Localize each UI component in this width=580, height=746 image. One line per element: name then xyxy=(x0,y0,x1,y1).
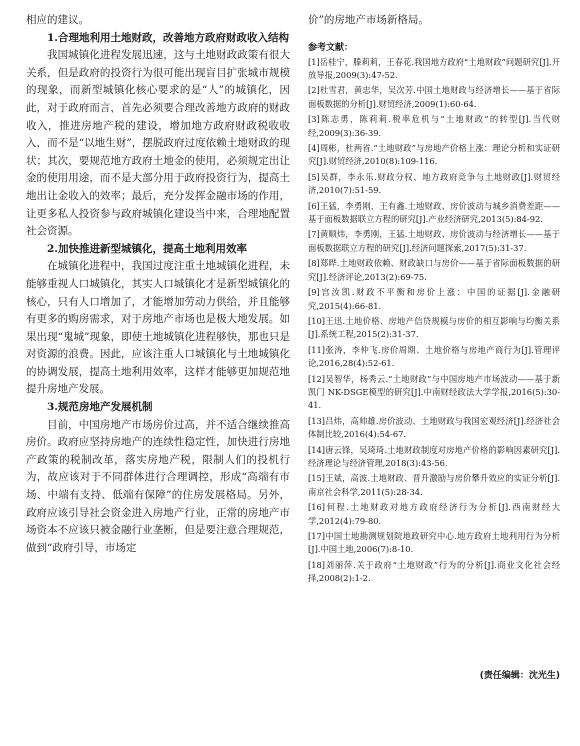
reference-text: 王斌，高波.土地财政、晋升激励与房价攀升效应的实证分析[J].南京社会科学,2011(5):28-34. xyxy=(308,473,560,497)
reference-text: 吴群，李永乐.财政分权、地方政府竞争与土地财政[J].财贸经济,2010(7):51-59. xyxy=(308,171,560,196)
reference-item xyxy=(308,373,560,413)
reference-number: [13] xyxy=(308,415,326,426)
left-column xyxy=(26,12,290,557)
reference-number: [10] xyxy=(308,315,326,326)
section-heading: 3.规范房地产发展机制 xyxy=(47,401,153,414)
reference-number: [8] xyxy=(308,258,320,269)
reference-item xyxy=(308,200,560,227)
reference-number: [9] xyxy=(308,287,320,298)
reference-number: [1] xyxy=(308,56,320,67)
reference-item xyxy=(308,286,560,313)
reference-item xyxy=(308,56,560,83)
reference-text: 吕炜，高帅雄.房价波动、土地财政与我国宏观经济[J].经济社会体制比较,2016(4):54-67. xyxy=(308,415,560,440)
reference-number: [6] xyxy=(308,200,320,211)
reference-text: 宫汝凯.财政不平衡和房价上涨：中国的证据[J].金融研究,2015(4):66-81. xyxy=(308,287,560,311)
reference-number: [11] xyxy=(308,344,326,355)
reference-text: 中国土地勘测规划院地政研究中心.地方政府土地利用行为分析[J].中国土地,2006(7):8-10. xyxy=(308,531,560,555)
reference-item xyxy=(308,84,560,111)
reference-number: [18] xyxy=(308,559,326,570)
reference-item xyxy=(308,472,560,499)
continuation-text: 价”的房地产市场新格局。 xyxy=(308,14,429,26)
reference-text: 王猛，李勇刚，王有鑫.土地财政、房价波动与城乡消费差距——基于面板数据联立方程的研究[J].产业经济研究,2013(5):84-92. xyxy=(308,200,560,225)
reference-text: 吴智华，杨秀云.“土地财政”与中国房地产市场波动——基于新凯门 NK-DSGE模型的研究[J].中南财经政法大学学报,2016(5):30-41. xyxy=(308,373,560,411)
reference-item xyxy=(308,228,560,255)
reference-text: 王迅.土地价格、房地产信贷规模与房价的相互影响与均衡关系[J].系统工程,2015(2):31-37. xyxy=(308,315,560,340)
reference-item xyxy=(308,559,560,586)
body-paragraph: 相应的建议。 xyxy=(26,14,89,26)
reference-number: [17] xyxy=(308,531,326,541)
reference-text: 郑晔.土地财政依赖、财政缺口与房价——基于省际面板数据的研究[J].经济评论,2013(2):69-75. xyxy=(308,258,560,282)
reference-text: 何程.土地财政对地方政府经济行为分析[J].西南财经大学,2012(4):79-80. xyxy=(308,502,560,526)
right-column xyxy=(308,12,560,588)
reference-item xyxy=(308,344,560,371)
reference-number: [3] xyxy=(308,114,320,125)
references-title: 参考文献： xyxy=(308,42,354,53)
reference-item xyxy=(308,530,560,557)
reference-item xyxy=(308,415,560,442)
reference-item xyxy=(308,444,560,471)
reference-number: [7] xyxy=(308,229,320,240)
reference-text: 杜雪君，黄忠华，吴次芳.中国土地财政与经济增长——基于省际面板数据的分析[J].财贸经济,2009(1):60-64. xyxy=(308,85,560,109)
reference-text: 黄顺炜，李勇刚，王猛.土地财政、房价波动与经济增长——基于面板数据联立方程的研究[J].经济问题探索,2017(5):31-37. xyxy=(308,229,560,253)
reference-item xyxy=(308,501,560,528)
reference-number: [12] xyxy=(308,373,326,384)
reference-text: 张涛，李仲飞.房价周期、土地价格与房地产商行为[J].管理评论,2016,28(4):52-61. xyxy=(308,344,560,369)
body-paragraph: 在城镇化进程中，我国过度注重土地城镇化进程，未能够重视人口城镇化，其实人口城镇化才是新型城镇化的核心，只有人口增加了，才能增加劳动力供给，并且能够有更多的购房需求，对于房地产市场也是极大地发展。如果出现“鬼城”现象，即使土地城镇化进程够快，那也只是对资源的浪费。因此，应该注重人口城镇化与土地城镇化的协调发展，提高土地利用效率，这样才能够更加规范地提升房地产发展。 xyxy=(26,260,290,396)
reference-text: 岳桂宁，滕莉莉，王春花.我国地方政府“土地财政”问题研究[J].开放导报,2009(3):47-52. xyxy=(308,56,560,80)
reference-item xyxy=(308,113,560,140)
reference-number: [2] xyxy=(308,85,320,96)
reference-text: 刘丽萍.关于政府“土地财政”行为的分析[J].商业文化社会经择,2008(2):1-2. xyxy=(308,559,560,584)
section-heading: 2.加快推进新型城镇化，提高土地利用效率 xyxy=(47,242,247,255)
body-paragraph: 我国城镇化进程发展迅速，这与土地财政政策有很大关系，但是政府的投资行为很可能出现盲目扩张城市规模的现象，而新型城镇化核心要求的是“人”的城镇化，因此，对于政府而言，首先必须要合理改善地方政府的财政收入，推进房地产税的建设，增加地方政府财政税收收入，而不是“以地生财”，摆脱政府过度依赖土地财政的现状；其次，要规范地方政府土地金的使用，必须规定出让金的使用用途，而不是大部分用于政府投资行为，提高土地出让金收入的效率；最后，充分发挥金融市场的作用，让更多私人投资参与政府城镇化建设当中来，合理地配置社会资源。 xyxy=(26,49,290,238)
reference-item xyxy=(308,142,560,169)
reference-text: 唐云锋，吴琦琦.土地财政制度对房地产价格的影响因素研究[J].经济理论与经济管理,2018(3):43-56. xyxy=(308,444,560,468)
reference-number: [4] xyxy=(308,143,320,154)
editor-credit: (责任编辑：沈光生) xyxy=(479,671,560,681)
body-paragraph: 目前，中国房地产市场房价过高，并不适合继续推高房价。政府应坚持房地产的连续性稳定性，加快进行房地产政策的税制改革，落实房地产税，限制人们的投机行为，故应该对于不同群体进行合理调控，形成“高端有市场、中端有支持、低端有保障”的住房发展格局。另外，政府应该引导社会资金进入房地产行业，正常的房地产市场资本不应该只被金融行业垄断，但是要注意合理规范，做到“政府引导，市场定 xyxy=(26,418,290,554)
reference-number: [16] xyxy=(308,502,326,513)
reference-number: [15] xyxy=(308,473,326,484)
section-heading: 1.合理地利用土地财政，改善地方政府财政收入结构 xyxy=(47,31,289,44)
reference-item xyxy=(308,315,560,342)
reference-text: 周彬，杜两省.“土地财政”与房地产价格上涨：理论分析和实证研究[J].财贸经济,2010(8):109-116. xyxy=(308,143,560,167)
reference-item xyxy=(308,171,560,198)
reference-item xyxy=(308,257,560,284)
references-list xyxy=(308,56,560,586)
reference-number: [5] xyxy=(308,171,320,182)
reference-number: [14] xyxy=(308,444,326,455)
reference-text: 陈志勇，陈莉莉.税率危机与“土地财政”的转型[J].当代财经,2009(3):36-39. xyxy=(308,114,560,138)
